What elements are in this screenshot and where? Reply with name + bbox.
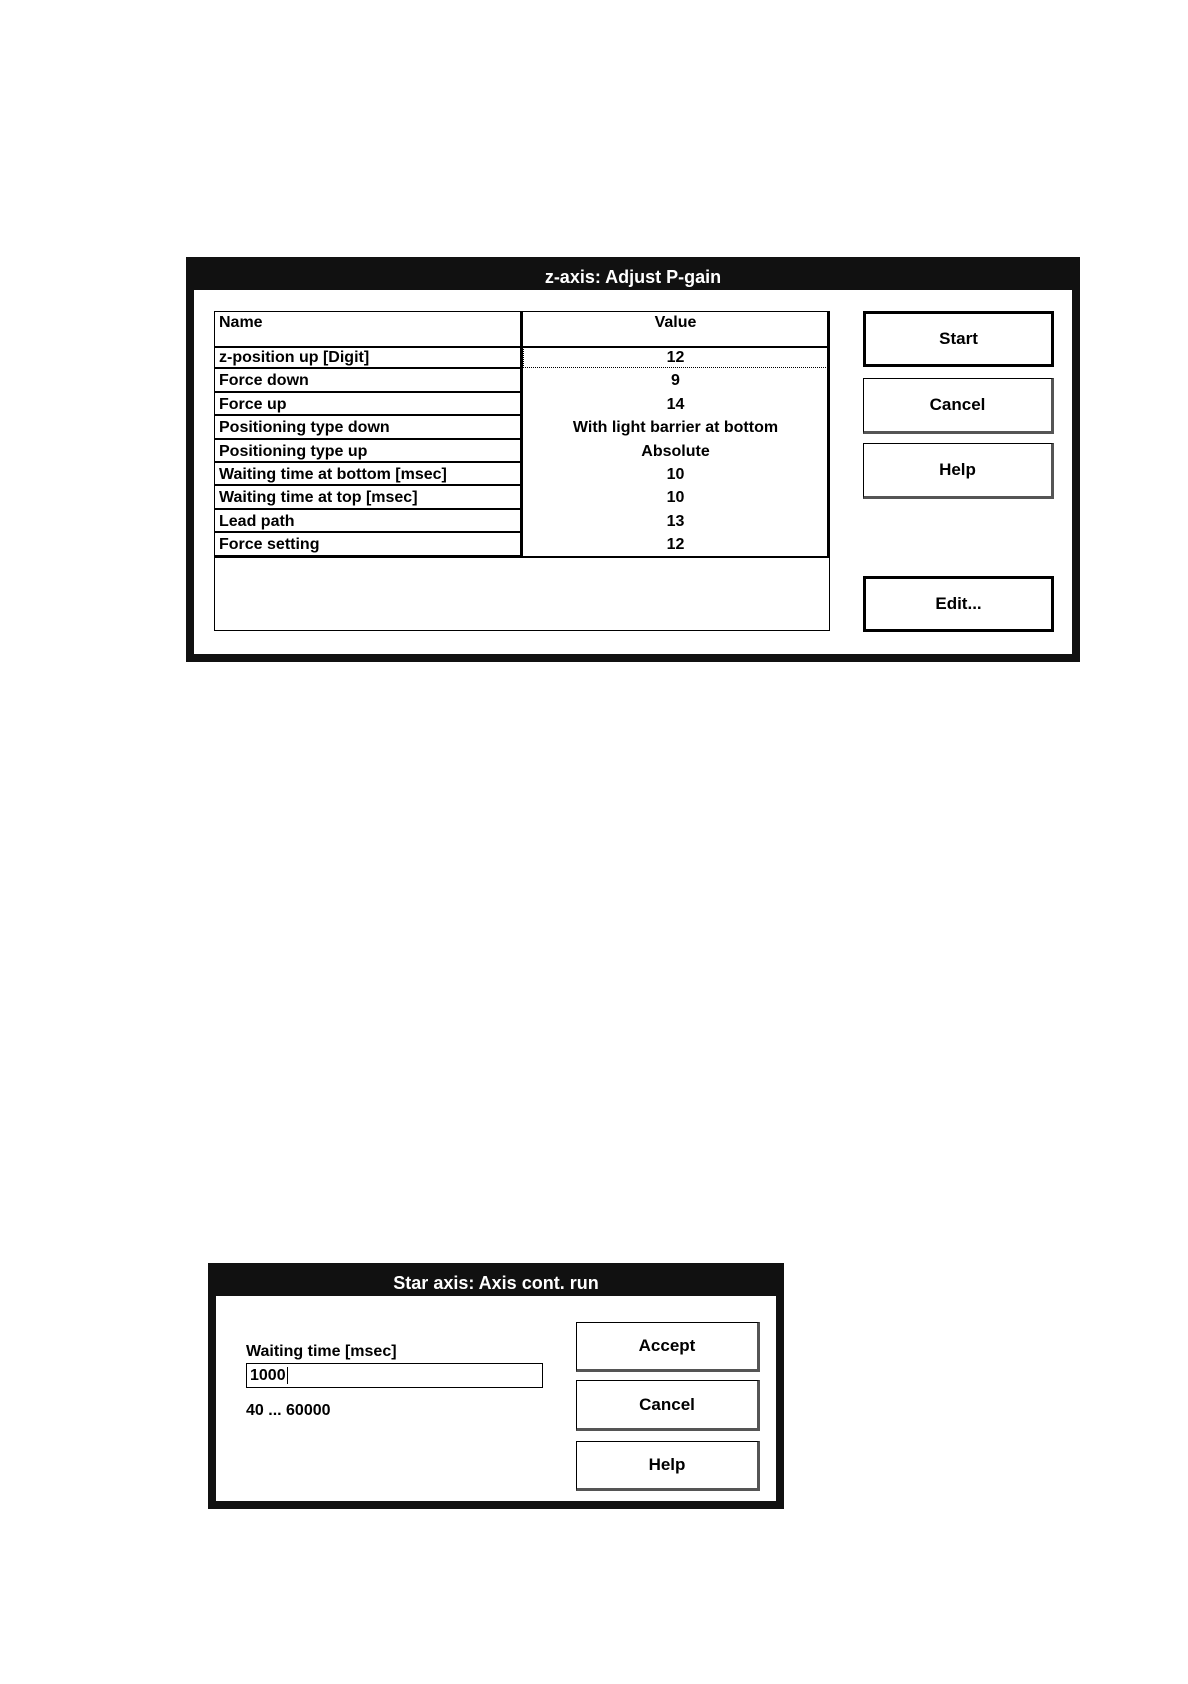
- parameter-table: [214, 311, 830, 631]
- parameter-name: Positioning type down: [215, 416, 522, 439]
- parameter-name: Lead path: [215, 510, 522, 533]
- parameter-value[interactable]: 14: [666, 395, 685, 413]
- waiting-time-input[interactable]: [246, 1363, 543, 1388]
- start-button[interactable]: Start: [863, 311, 1054, 367]
- dialog-title: Star axis: Axis cont. run: [216, 1271, 776, 1296]
- table-bottom-border: [215, 556, 829, 558]
- column-header-name[interactable]: Name: [215, 312, 522, 346]
- parameter-value[interactable]: Absolute: [641, 442, 710, 460]
- text-cursor: [287, 1367, 288, 1384]
- parameter-name: Force up: [215, 393, 522, 416]
- axis-cont-run-dialog: [208, 1263, 784, 1509]
- parameter-value[interactable]: 12: [666, 536, 685, 554]
- input-value: 1000: [250, 1367, 286, 1384]
- parameter-value[interactable]: 13: [666, 512, 685, 530]
- cancel-button[interactable]: Cancel: [863, 378, 1054, 434]
- help-button[interactable]: Help: [863, 443, 1054, 499]
- parameter-value[interactable]: With light barrier at bottom: [572, 419, 779, 437]
- table-right-border: [827, 312, 829, 557]
- parameter-name: Positioning type up: [215, 440, 522, 463]
- parameter-value[interactable]: 10: [666, 489, 685, 507]
- parameter-value[interactable]: 9: [671, 372, 680, 390]
- parameter-name: z-position up [Digit]: [215, 346, 522, 369]
- parameter-name: Force down: [215, 369, 522, 392]
- cancel-button[interactable]: Cancel: [576, 1380, 760, 1431]
- column-header-value[interactable]: Value: [654, 314, 697, 331]
- parameter-name: Waiting time at bottom [msec]: [215, 463, 522, 486]
- parameter-name: Waiting time at top [msec]: [215, 486, 522, 509]
- accept-button[interactable]: Accept: [576, 1322, 760, 1372]
- table-divider: [521, 312, 523, 557]
- parameter-value[interactable]: 12: [522, 346, 829, 369]
- help-button[interactable]: Help: [576, 1441, 760, 1491]
- waiting-time-label: Waiting time [msec]: [246, 1343, 397, 1360]
- dialog-title: z-axis: Adjust P-gain: [194, 265, 1072, 290]
- parameter-name: Force setting: [215, 533, 522, 556]
- edit-button[interactable]: Edit...: [863, 576, 1054, 632]
- range-hint: 40 ... 60000: [246, 1402, 331, 1419]
- parameter-value[interactable]: 10: [666, 466, 685, 483]
- adjust-p-gain-dialog: [186, 257, 1080, 662]
